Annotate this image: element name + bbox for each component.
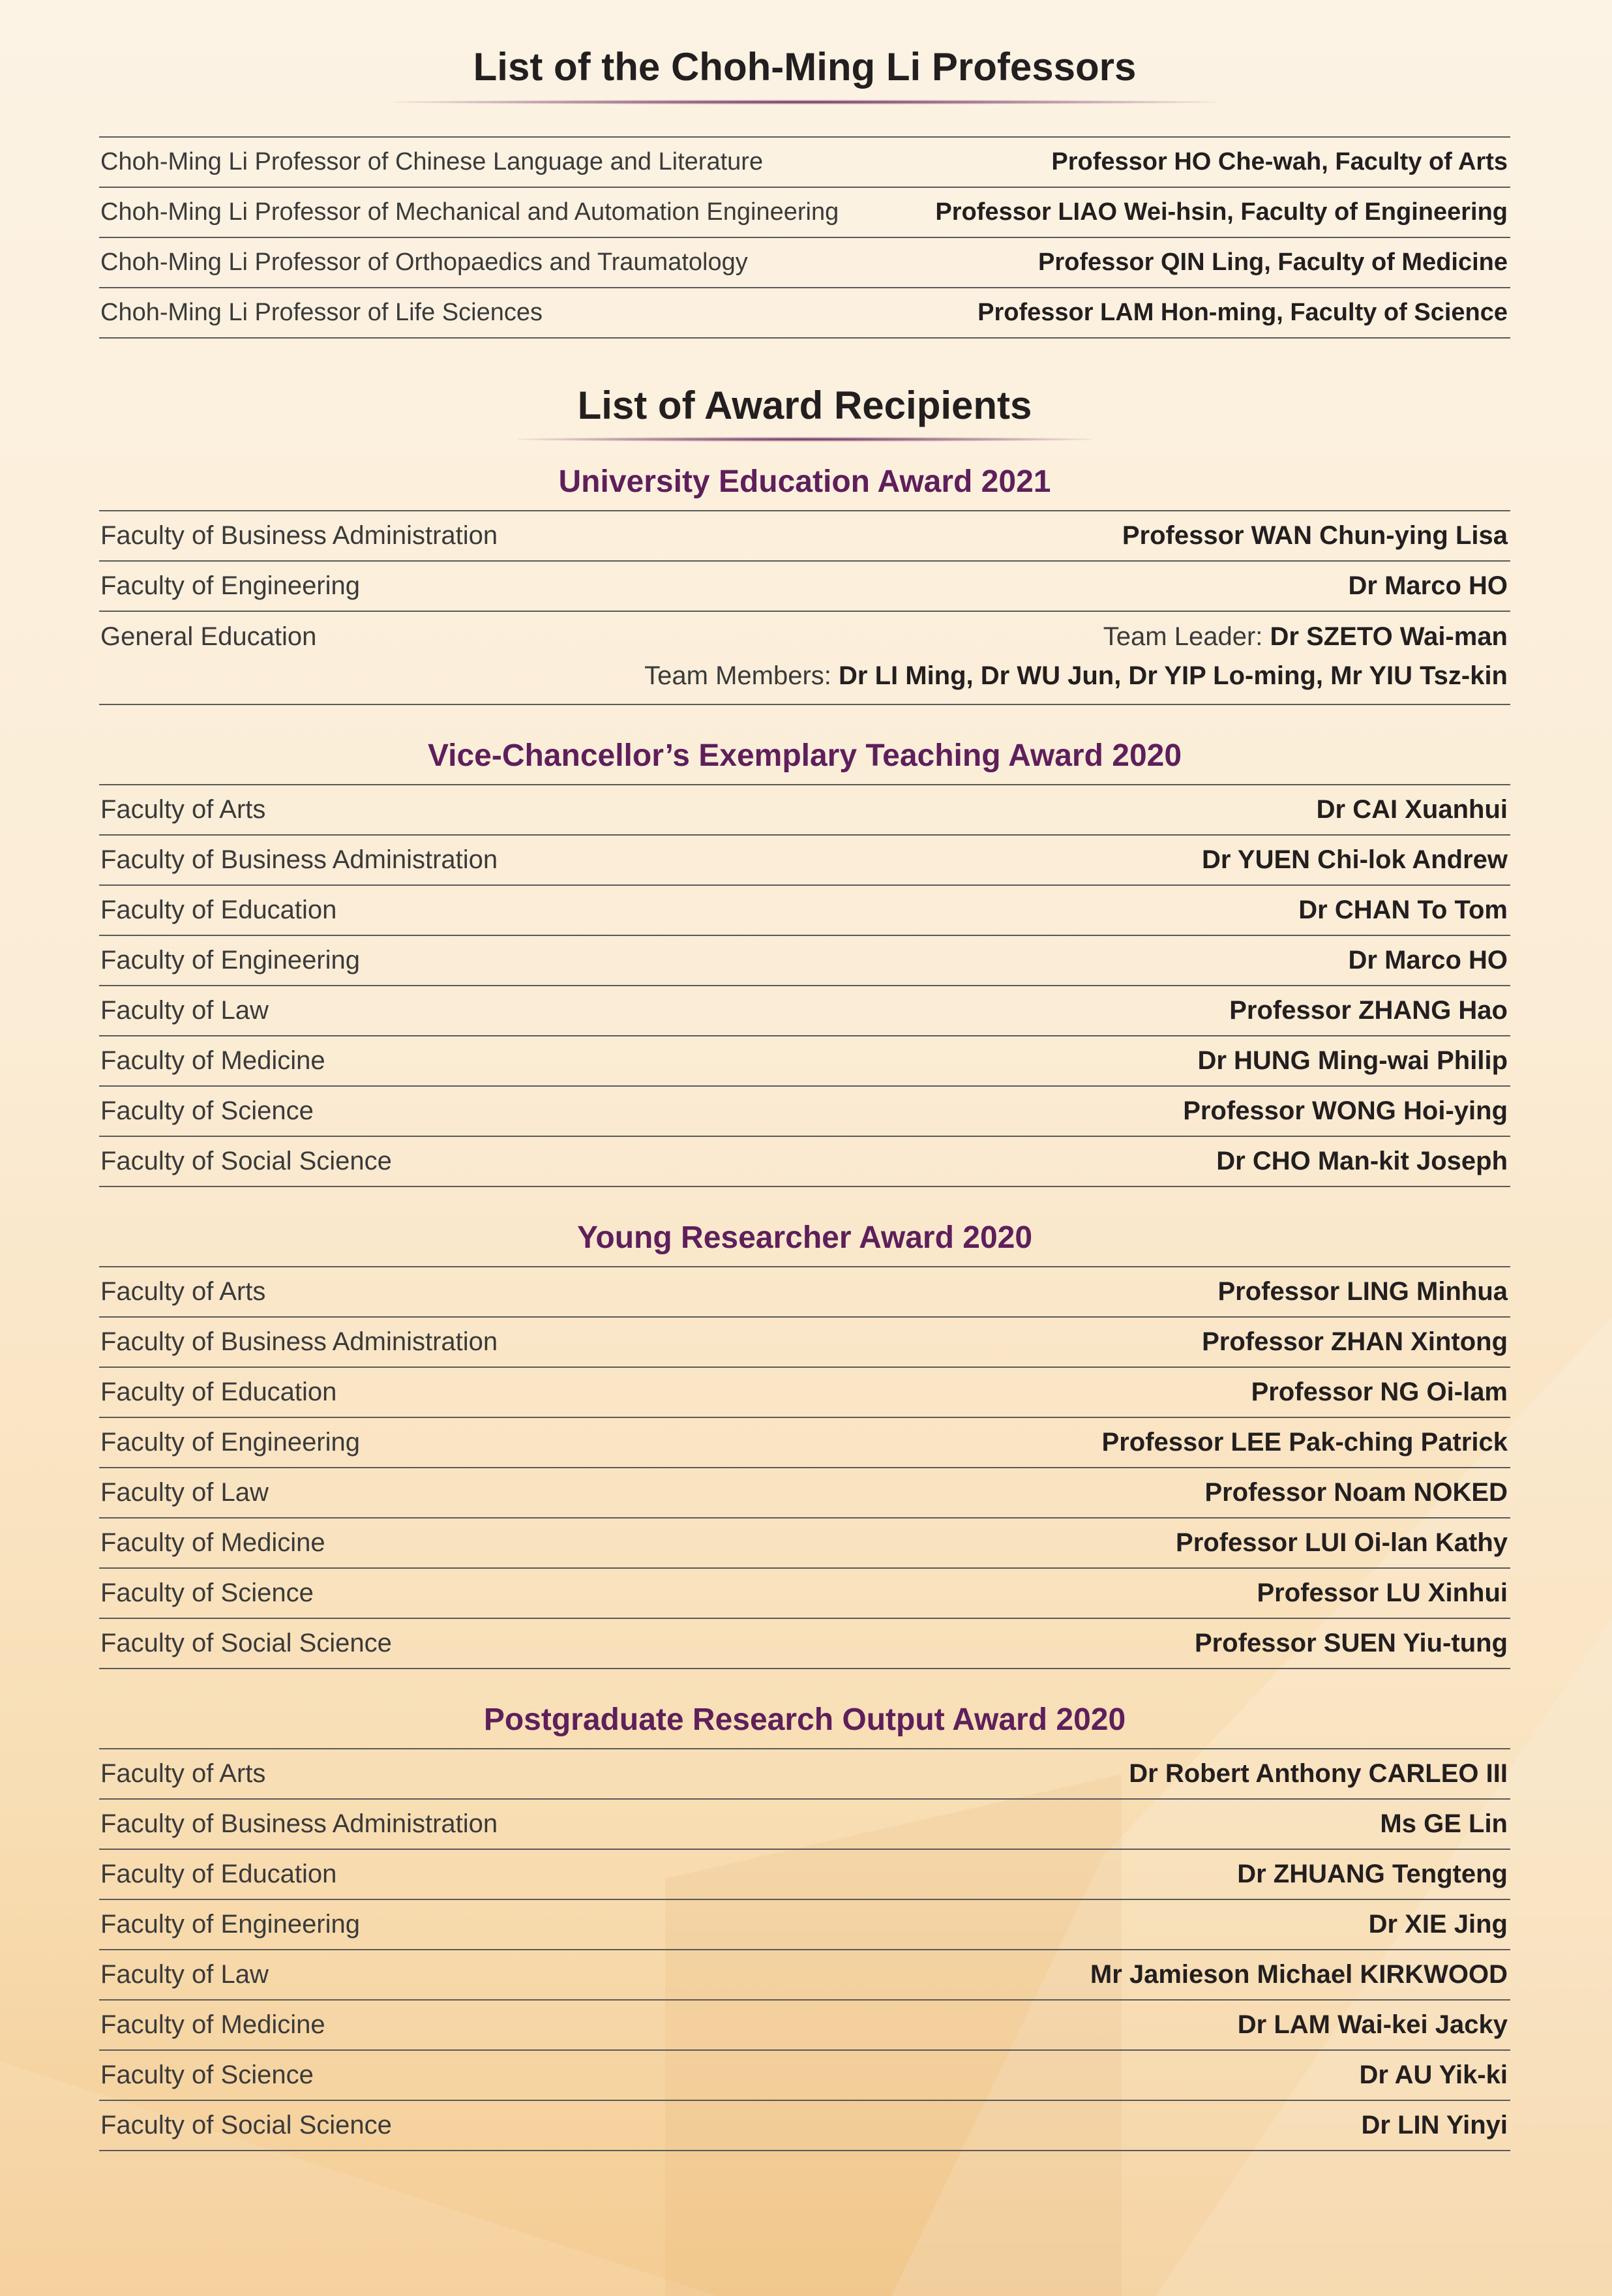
faculty-label: Faculty of Business Administration bbox=[100, 521, 498, 550]
table-row bbox=[99, 1749, 1510, 1800]
section-title-postgraduate-output: Postgraduate Research Output Award 2020 bbox=[483, 1702, 1126, 1737]
team-leader-line bbox=[1103, 622, 1508, 651]
team-leader-name: Dr SZETO Wai-man bbox=[1270, 622, 1508, 651]
recipient-name: Professor LUI Oi-lan Kathy bbox=[1176, 1528, 1508, 1557]
faculty-label: Faculty of Science bbox=[100, 1578, 314, 1607]
table-row bbox=[99, 1569, 1510, 1619]
faculty-label: Faculty of Education bbox=[100, 1378, 337, 1406]
table-row bbox=[99, 2001, 1510, 2051]
faculty-label: Faculty of Social Science bbox=[100, 1629, 392, 1657]
table-row bbox=[99, 1318, 1510, 1368]
faculty-label: Faculty of Arts bbox=[100, 1759, 266, 1788]
faculty-label: Faculty of Engineering bbox=[100, 1428, 361, 1457]
recipient-name: Professor ZHANG Hao bbox=[1229, 996, 1508, 1025]
table-row bbox=[99, 1137, 1510, 1187]
table-row bbox=[99, 836, 1510, 886]
faculty-label: Faculty of Engineering bbox=[100, 571, 361, 600]
table-row bbox=[99, 1950, 1510, 2001]
holder-name: Professor LIAO Wei-hsin, Faculty of Engineering bbox=[935, 198, 1508, 226]
faculty-label: Faculty of Medicine bbox=[100, 1528, 325, 1557]
table-row bbox=[99, 1850, 1510, 1900]
faculty-label: Faculty of Medicine bbox=[100, 1046, 325, 1075]
recipient-name: Professor WONG Hoi-ying bbox=[1183, 1096, 1508, 1125]
table-row bbox=[99, 1518, 1510, 1569]
position-label: Choh-Ming Li Professor of Chinese Language and Literature bbox=[100, 148, 764, 175]
holder-name: Professor LAM Hon-ming, Faculty of Science bbox=[978, 299, 1508, 326]
table-row bbox=[99, 1087, 1510, 1137]
faculty-label: Faculty of Business Administration bbox=[100, 1327, 498, 1356]
table-row bbox=[99, 936, 1510, 986]
position-label: Choh-Ming Li Professor of Life Sciences bbox=[100, 299, 543, 326]
recipient-name: Professor NG Oi-lam bbox=[1251, 1378, 1508, 1406]
table-row-general-education bbox=[99, 612, 1510, 705]
professors-title: List of the Choh-Ming Li Professors bbox=[473, 45, 1137, 89]
table-row bbox=[99, 1800, 1510, 1850]
faculty-label: Faculty of Education bbox=[100, 896, 337, 924]
recipient-name: Dr Marco HO bbox=[1348, 946, 1508, 974]
recipient-name: Professor WAN Chun-ying Lisa bbox=[1122, 521, 1508, 550]
table-row bbox=[99, 1267, 1510, 1318]
table-row bbox=[99, 511, 1510, 562]
team-leader-label: Team Leader: bbox=[1103, 622, 1263, 651]
section-title-exemplary-teaching: Vice-Chancellor’s Exemplary Teaching Award 2020 bbox=[427, 738, 1182, 773]
team-members-names: Dr LI Ming, Dr WU Jun, Dr YIP Lo-ming, Mr YIU Tsz-kin bbox=[839, 661, 1508, 690]
faculty-label: Faculty of Law bbox=[100, 996, 269, 1025]
recipient-name: Dr LIN Yinyi bbox=[1361, 2111, 1508, 2139]
page-content bbox=[99, 0, 1510, 2151]
table-row bbox=[99, 2051, 1510, 2101]
faculty-label: Faculty of Social Science bbox=[100, 2111, 392, 2139]
recipient-name: Dr CHAN To Tom bbox=[1298, 896, 1508, 924]
faculty-label: Faculty of Engineering bbox=[100, 1910, 361, 1939]
team-recipients bbox=[644, 617, 1508, 695]
recipient-name: Professor ZHAN Xintong bbox=[1202, 1327, 1508, 1356]
faculty-label: Faculty of Medicine bbox=[100, 2010, 325, 2039]
title-underline bbox=[394, 100, 1216, 104]
table-row bbox=[99, 886, 1510, 936]
table-row bbox=[99, 1468, 1510, 1518]
faculty-label: Faculty of Arts bbox=[100, 1277, 266, 1306]
recipient-name: Professor Noam NOKED bbox=[1204, 1478, 1508, 1507]
position-label: Choh-Ming Li Professor of Orthopaedics and Traumatology bbox=[100, 249, 748, 276]
recipient-name: Ms GE Lin bbox=[1380, 1809, 1508, 1838]
position-label: Choh-Ming Li Professor of Mechanical and Automation Engineering bbox=[100, 198, 839, 226]
recipient-name: Dr CAI Xuanhui bbox=[1316, 795, 1508, 824]
table-row bbox=[99, 986, 1510, 1036]
recipient-name: Dr CHO Man-kit Joseph bbox=[1216, 1147, 1508, 1175]
table-row bbox=[99, 1619, 1510, 1669]
table-row bbox=[99, 1900, 1510, 1950]
awards-title: List of Award Recipients bbox=[577, 384, 1032, 427]
team-members-line bbox=[644, 661, 1508, 690]
table-row bbox=[99, 562, 1510, 612]
recipient-name: Dr AU Yik-ki bbox=[1359, 2061, 1508, 2089]
faculty-label: General Education bbox=[100, 622, 317, 651]
recipient-name: Dr YUEN Chi-lok Andrew bbox=[1202, 845, 1508, 874]
team-members-label: Team Members: bbox=[644, 661, 831, 690]
recipient-name: Professor LU Xinhui bbox=[1257, 1578, 1508, 1607]
recipient-name: Mr Jamieson Michael KIRKWOOD bbox=[1090, 1960, 1508, 1989]
recipient-name: Dr XIE Jing bbox=[1368, 1910, 1508, 1939]
faculty-label: Faculty of Law bbox=[100, 1478, 269, 1507]
holder-name: Professor HO Che-wah, Faculty of Arts bbox=[1051, 148, 1508, 175]
recipient-name: Professor LEE Pak-ching Patrick bbox=[1101, 1428, 1508, 1457]
faculty-label: Faculty of Engineering bbox=[100, 946, 361, 974]
exemplary-teaching-table bbox=[99, 784, 1510, 1187]
recipient-name: Professor LING Minhua bbox=[1217, 1277, 1508, 1306]
table-row bbox=[99, 1418, 1510, 1468]
faculty-label: Faculty of Science bbox=[100, 2061, 314, 2089]
recipient-name: Dr Marco HO bbox=[1348, 571, 1508, 600]
table-row bbox=[99, 188, 1510, 238]
faculty-label: Faculty of Law bbox=[100, 1960, 269, 1989]
faculty-label: Faculty of Education bbox=[100, 1860, 337, 1888]
table-row bbox=[99, 138, 1510, 188]
table-row bbox=[99, 288, 1510, 339]
faculty-label: Faculty of Business Administration bbox=[100, 1809, 498, 1838]
university-education-table bbox=[99, 510, 1510, 705]
title-underline bbox=[518, 437, 1092, 442]
holder-name: Professor QIN Ling, Faculty of Medicine bbox=[1038, 249, 1508, 276]
professors-table bbox=[99, 136, 1510, 339]
faculty-label: Faculty of Business Administration bbox=[100, 845, 498, 874]
faculty-label: Faculty of Science bbox=[100, 1096, 314, 1125]
recipient-name: Professor SUEN Yiu-tung bbox=[1194, 1629, 1508, 1657]
faculty-label: Faculty of Social Science bbox=[100, 1147, 392, 1175]
table-row bbox=[99, 1368, 1510, 1418]
table-row bbox=[99, 785, 1510, 836]
table-row bbox=[99, 1036, 1510, 1087]
table-row bbox=[99, 2101, 1510, 2151]
recipient-name: Dr Robert Anthony CARLEO III bbox=[1129, 1759, 1508, 1788]
recipient-name: Dr ZHUANG Tengteng bbox=[1237, 1860, 1508, 1888]
young-researcher-table bbox=[99, 1266, 1510, 1669]
faculty-label: Faculty of Arts bbox=[100, 795, 266, 824]
table-row bbox=[99, 238, 1510, 288]
section-title-university-education: University Education Award 2021 bbox=[558, 464, 1051, 499]
recipient-name: Dr HUNG Ming-wai Philip bbox=[1197, 1046, 1508, 1075]
postgraduate-output-table bbox=[99, 1748, 1510, 2151]
section-title-young-researcher: Young Researcher Award 2020 bbox=[576, 1220, 1033, 1255]
recipient-name: Dr LAM Wai-kei Jacky bbox=[1237, 2010, 1508, 2039]
